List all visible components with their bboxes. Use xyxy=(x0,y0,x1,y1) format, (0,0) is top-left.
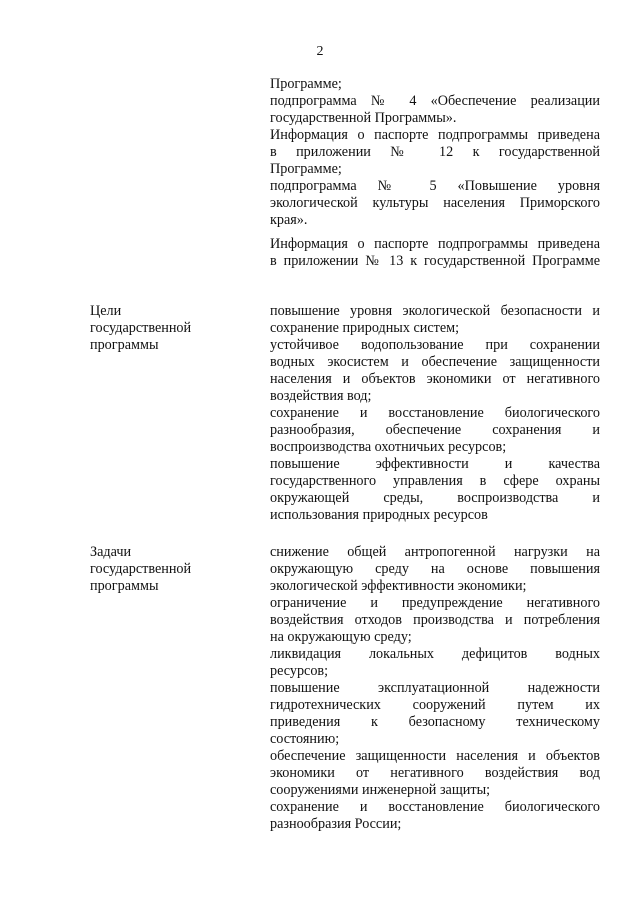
text-line: сохранение и восстановление биологического xyxy=(270,405,600,421)
text-line: повышение уровня экологической безопасности и xyxy=(270,303,600,319)
text-line: воздействия вод; xyxy=(270,388,372,404)
text-line: в приложении № 12 к государственной xyxy=(270,144,600,160)
text-line: воспроизводства охотничьих ресурсов; xyxy=(270,439,507,455)
text-line: повышение эксплуатационной надежности xyxy=(270,680,600,696)
text-line: ограничение и предупреждение негативного xyxy=(270,595,600,611)
text-line: водных экосистем и обеспечение защищенности xyxy=(270,354,600,370)
intro-text-part2 xyxy=(270,236,600,270)
label-line: государственной xyxy=(90,320,192,336)
text-line: использования природных ресурсов xyxy=(270,507,488,523)
text-line: разнообразия России; xyxy=(270,816,402,832)
text-line: ресурсов; xyxy=(270,663,329,679)
text-line: края». xyxy=(270,212,308,228)
text-line: окружающую среду на основе повышения xyxy=(270,561,600,577)
label-line: программы xyxy=(90,337,159,353)
text-line: Программе; xyxy=(270,161,342,177)
text-line: Информация о паспорте подпрограммы приведена xyxy=(270,236,600,252)
text-line: Информация о паспорте подпрограммы приведена xyxy=(270,127,600,143)
text-line: государственного управления в сфере охраны xyxy=(270,473,600,489)
text-line: приведения к безопасному техническому xyxy=(270,714,600,730)
text-line: на окружающую среду; xyxy=(270,629,412,645)
tasks-text xyxy=(270,544,600,833)
text-line: сохранение природных систем; xyxy=(270,320,460,336)
text-line: сохранение и восстановление биологического xyxy=(270,799,600,815)
text-line: состоянию; xyxy=(270,731,340,747)
intro-text-part1 xyxy=(270,76,600,229)
label-line: программы xyxy=(90,578,159,594)
label-line: Цели xyxy=(90,303,122,319)
text-line: устойчивое водопользование при сохранении xyxy=(270,337,600,353)
text-line: экономики от негативного воздействия вод xyxy=(270,765,600,781)
text-line: Программе; xyxy=(270,76,342,92)
text-line: гидротехнических сооружений путем их xyxy=(270,697,600,713)
label-line: Задачи xyxy=(90,544,132,560)
tasks-label xyxy=(90,544,250,595)
text-line: повышение эффективности и качества xyxy=(270,456,600,472)
text-line: экологической эффективности экономики; xyxy=(270,578,527,594)
text-line: подпрограмма № 5 «Повышение уровня xyxy=(270,178,600,194)
text-line: обеспечение защищенности населения и объектов xyxy=(270,748,600,764)
goals-text xyxy=(270,303,600,524)
text-line: ликвидация локальных дефицитов водных xyxy=(270,646,600,662)
text-line: населения и объектов экономики от негативного xyxy=(270,371,600,387)
text-line: разнообразия, обеспечение сохранения и xyxy=(270,422,600,438)
goals-label xyxy=(90,303,250,354)
text-line: снижение общей антропогенной нагрузки на xyxy=(270,544,600,560)
text-line: государственной Программы». xyxy=(270,110,457,126)
text-line: сооружениями инженерной защиты; xyxy=(270,782,491,798)
text-line: воздействия отходов производства и потребления xyxy=(270,612,600,628)
text-line: экологической культуры населения Приморского xyxy=(270,195,600,211)
label-line: государственной xyxy=(90,561,192,577)
text-line: подпрограмма № 4 «Обеспечение реализации xyxy=(270,93,600,109)
text-line: окружающей среды, воспроизводства и xyxy=(270,490,600,506)
page-number: 2 xyxy=(316,44,324,59)
text-line: в приложении № 13 к государственной Программе xyxy=(270,253,600,269)
